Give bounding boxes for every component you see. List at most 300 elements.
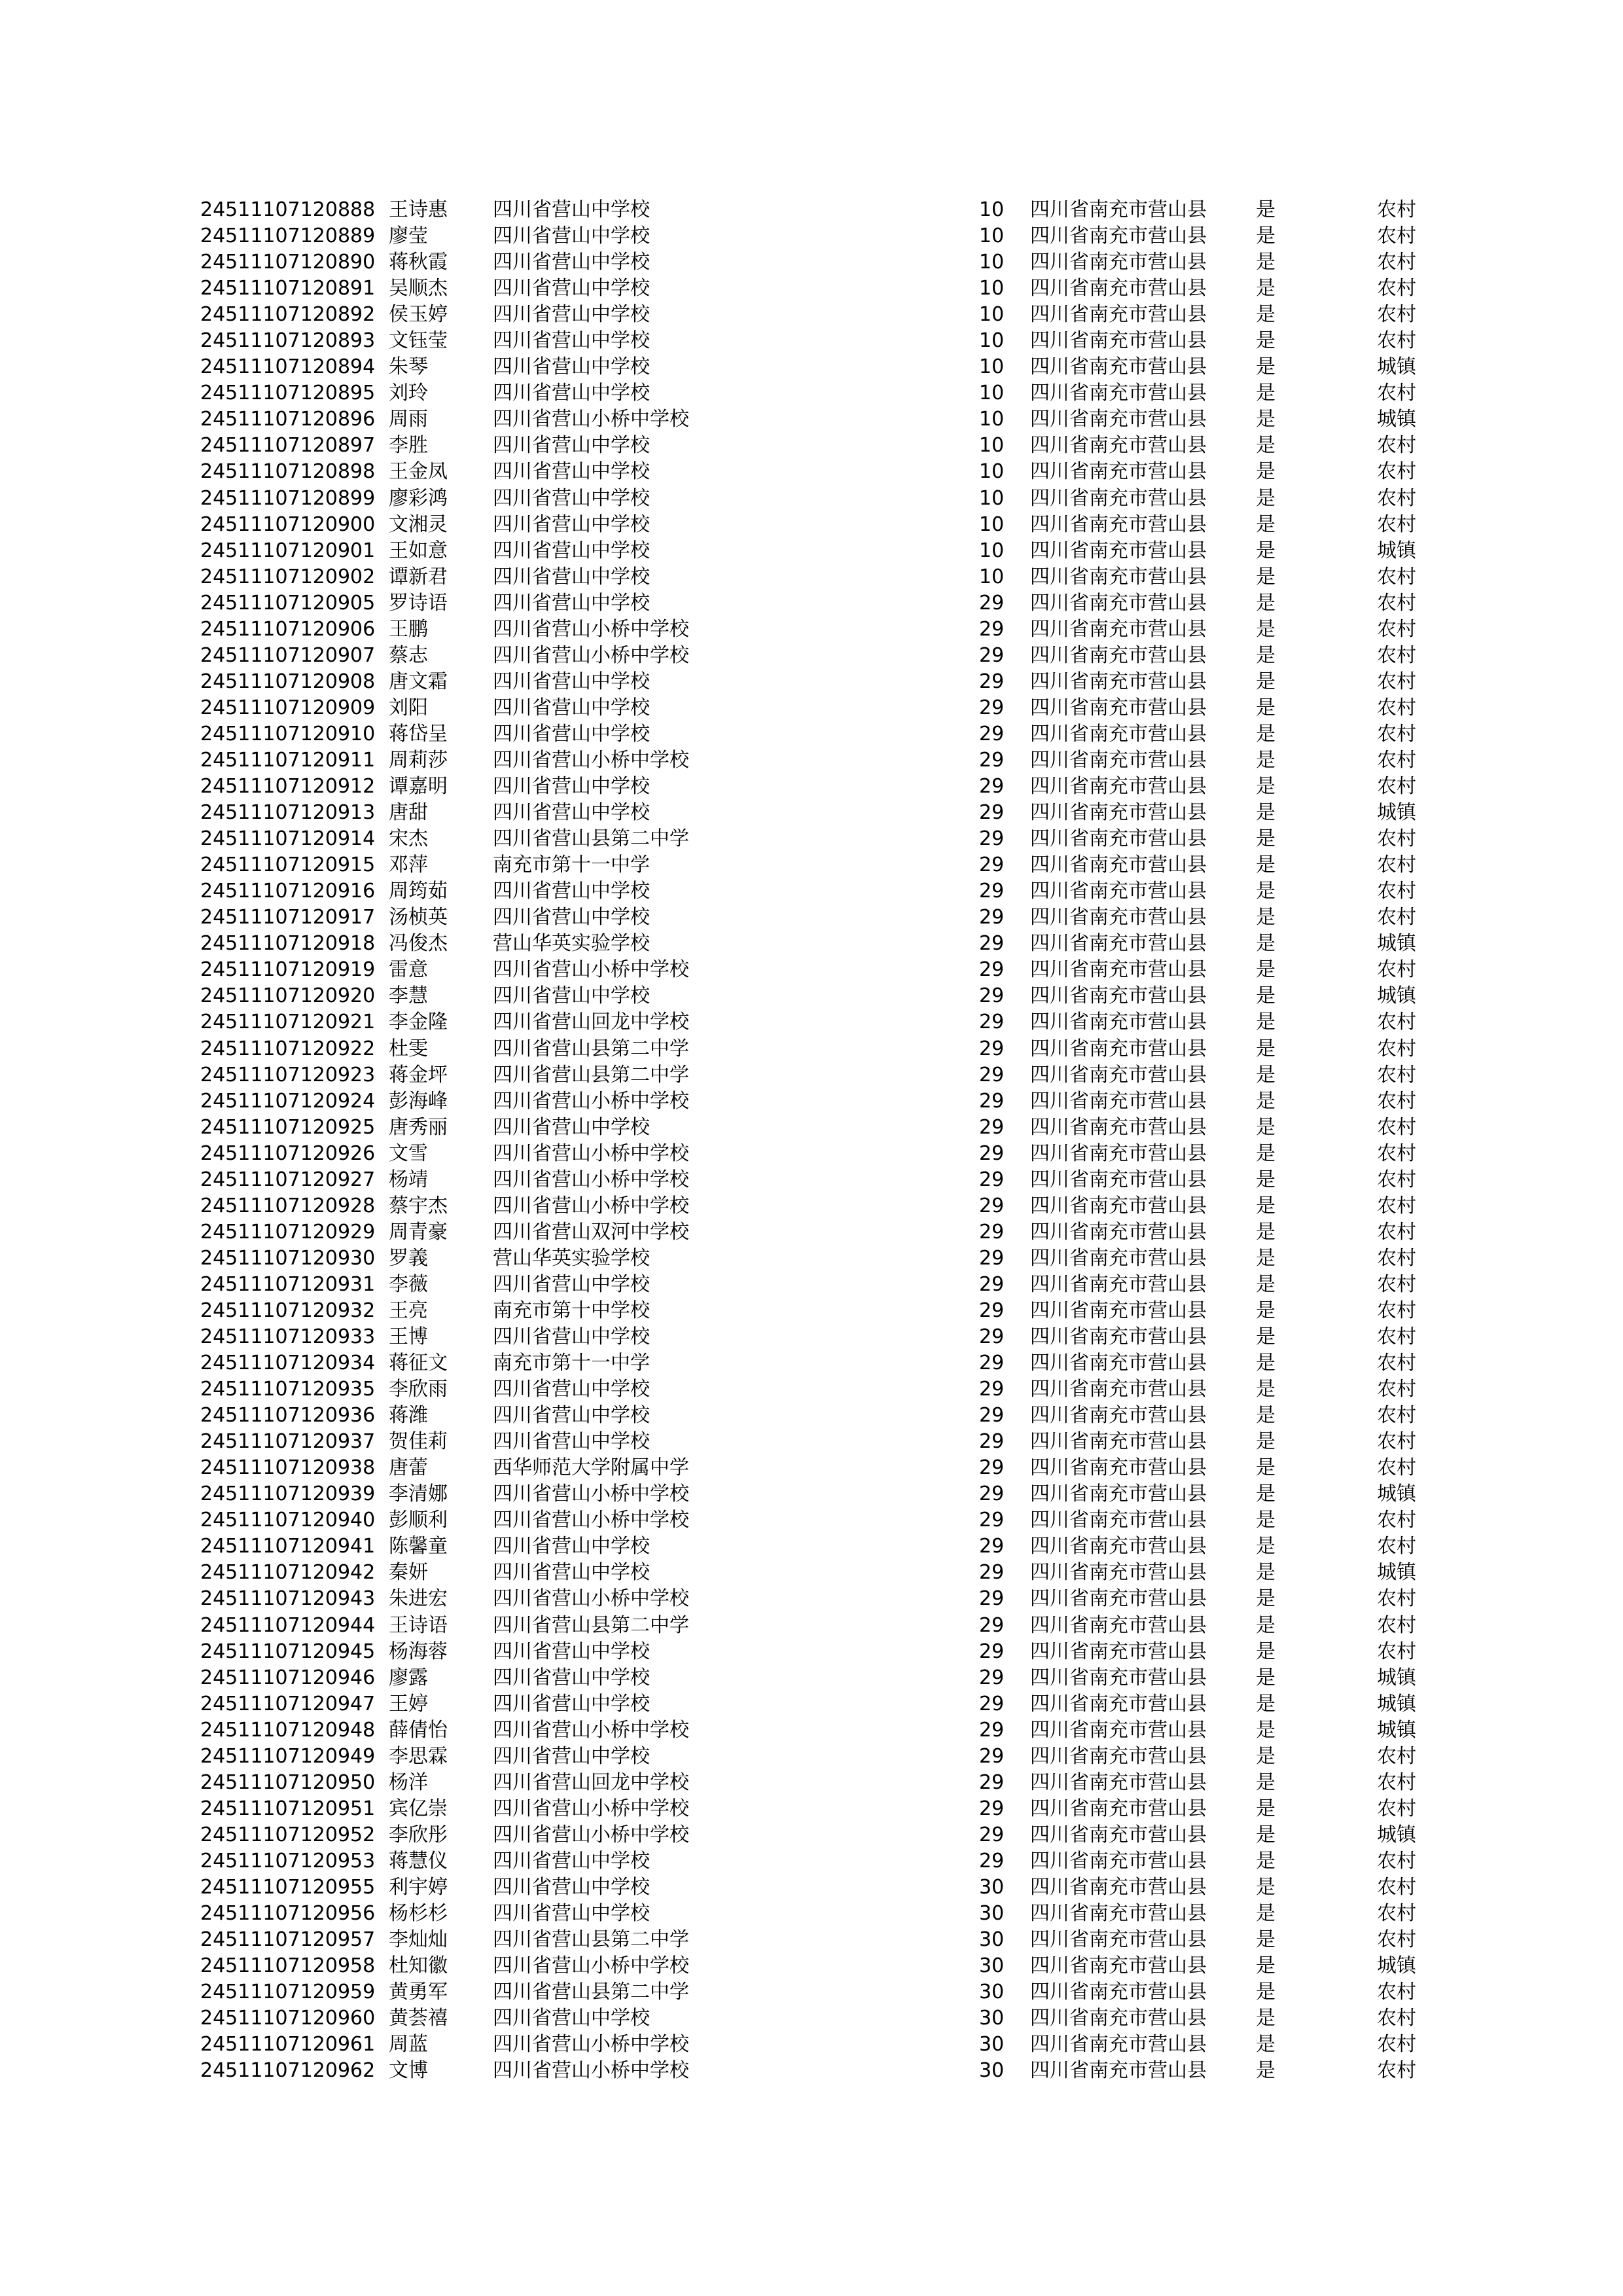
code-cell: 29 (979, 827, 1005, 851)
area-type-cell: 农村 (1377, 1613, 1416, 1637)
region-cell: 四川省南充市营山县 (1030, 486, 1207, 510)
school-cell: 四川省营山中学校 (493, 1849, 650, 1873)
school-cell: 四川省营山回龙中学校 (493, 1770, 689, 1794)
flag-cell: 是 (1256, 748, 1275, 772)
code-cell: 29 (979, 1325, 1005, 1349)
code-cell: 30 (979, 1876, 1005, 1899)
school-cell: 营山华英实验学校 (493, 1246, 650, 1270)
name-cell: 贺佳莉 (389, 1430, 448, 1454)
name-cell: 罗诗语 (389, 591, 448, 615)
table-row (200, 617, 1431, 643)
student-id-cell: 24511107120905 (200, 591, 376, 615)
area-type-cell: 农村 (1377, 486, 1416, 510)
student-id-cell: 24511107120900 (200, 512, 376, 536)
code-cell: 29 (979, 1849, 1005, 1873)
school-cell: 四川省营山中学校 (493, 1325, 650, 1349)
region-cell: 四川省南充市营山县 (1030, 382, 1207, 405)
table-row (200, 564, 1431, 590)
code-cell: 30 (979, 1902, 1005, 1926)
area-type-cell: 城镇 (1377, 932, 1416, 956)
student-id-cell: 24511107120918 (200, 932, 376, 956)
table-row (200, 1953, 1431, 1979)
region-cell: 四川省南充市营山县 (1030, 1561, 1207, 1585)
student-id-cell: 24511107120924 (200, 1089, 376, 1113)
table-row (200, 2032, 1431, 2058)
flag-cell: 是 (1256, 1535, 1275, 1558)
table-row (200, 302, 1431, 328)
name-cell: 罗義 (389, 1246, 428, 1270)
student-id-cell: 24511107120934 (200, 1352, 376, 1375)
data-table (200, 197, 1431, 2084)
table-row (200, 1665, 1431, 1691)
student-id-cell: 24511107120922 (200, 1037, 376, 1060)
flag-cell: 是 (1256, 1928, 1275, 1952)
flag-cell: 是 (1256, 1115, 1275, 1139)
code-cell: 29 (979, 1037, 1005, 1060)
student-id-cell: 24511107120889 (200, 224, 376, 248)
table-row (200, 406, 1431, 433)
region-cell: 四川省南充市营山县 (1030, 906, 1207, 929)
table-row (200, 905, 1431, 931)
flag-cell: 是 (1256, 434, 1275, 457)
school-cell: 四川省营山中学校 (493, 984, 650, 1008)
flag-cell: 是 (1256, 277, 1275, 300)
area-type-cell: 农村 (1377, 670, 1416, 693)
region-cell: 四川省南充市营山县 (1030, 643, 1207, 667)
student-id-cell: 24511107120955 (200, 1876, 376, 1899)
name-cell: 王婷 (389, 1692, 428, 1715)
code-cell: 29 (979, 1561, 1005, 1585)
table-row (200, 2005, 1431, 2032)
student-id-cell: 24511107120916 (200, 880, 376, 903)
region-cell: 四川省南充市营山县 (1030, 1640, 1207, 1663)
code-cell: 10 (979, 382, 1005, 405)
flag-cell: 是 (1256, 486, 1275, 510)
name-cell: 黄荟禧 (389, 2007, 448, 2030)
flag-cell: 是 (1256, 512, 1275, 536)
name-cell: 朱琴 (389, 355, 428, 379)
student-id-cell: 24511107120893 (200, 329, 376, 353)
school-cell: 四川省营山中学校 (493, 1902, 650, 1926)
table-row (200, 1036, 1431, 1062)
student-id-cell: 24511107120925 (200, 1115, 376, 1139)
flag-cell: 是 (1256, 224, 1275, 248)
area-type-cell: 农村 (1377, 591, 1416, 615)
flag-cell: 是 (1256, 1378, 1275, 1401)
table-row (200, 1219, 1431, 1246)
name-cell: 蒋慧仪 (389, 1849, 448, 1873)
table-row (200, 223, 1431, 249)
school-cell: 四川省营山中学校 (493, 486, 650, 510)
area-type-cell: 城镇 (1377, 984, 1416, 1008)
table-row (200, 1324, 1431, 1350)
name-cell: 利宇婷 (389, 1876, 448, 1899)
area-type-cell: 农村 (1377, 1902, 1416, 1926)
flag-cell: 是 (1256, 1037, 1275, 1060)
table-row (200, 1796, 1431, 1822)
name-cell: 宋杰 (389, 827, 428, 851)
student-id-cell: 24511107120926 (200, 1141, 376, 1165)
area-type-cell: 农村 (1377, 1981, 1416, 2004)
table-row (200, 1507, 1431, 1534)
name-cell: 李欣雨 (389, 1378, 448, 1401)
name-cell: 薛倩怡 (389, 1718, 448, 1742)
flag-cell: 是 (1256, 198, 1275, 221)
flag-cell: 是 (1256, 1981, 1275, 2004)
student-id-cell: 24511107120927 (200, 1168, 376, 1191)
region-cell: 四川省南充市营山县 (1030, 1325, 1207, 1349)
flag-cell: 是 (1256, 355, 1275, 379)
school-cell: 四川省营山中学校 (493, 1272, 650, 1296)
student-id-cell: 24511107120894 (200, 355, 376, 379)
area-type-cell: 农村 (1377, 2007, 1416, 2030)
flag-cell: 是 (1256, 1509, 1275, 1532)
table-row (200, 1193, 1431, 1219)
region-cell: 四川省南充市营山县 (1030, 1220, 1207, 1244)
flag-cell: 是 (1256, 1299, 1275, 1322)
school-cell: 四川省营山小桥中学校 (493, 1823, 689, 1846)
student-id-cell: 24511107120912 (200, 775, 376, 798)
code-cell: 30 (979, 1981, 1005, 2004)
school-cell: 四川省营山小桥中学校 (493, 748, 689, 772)
student-id-cell: 24511107120914 (200, 827, 376, 851)
code-cell: 29 (979, 1220, 1005, 1244)
student-id-cell: 24511107120919 (200, 958, 376, 982)
area-type-cell: 城镇 (1377, 408, 1416, 431)
region-cell: 四川省南充市营山县 (1030, 932, 1207, 956)
table-row (200, 800, 1431, 826)
area-type-cell: 农村 (1377, 1876, 1416, 1899)
table-row (200, 1927, 1431, 1953)
student-id-cell: 24511107120892 (200, 303, 376, 327)
name-cell: 王博 (389, 1325, 428, 1349)
region-cell: 四川省南充市营山县 (1030, 1666, 1207, 1689)
name-cell: 黄勇军 (389, 1981, 448, 2004)
name-cell: 吴顺杰 (389, 277, 448, 300)
school-cell: 四川省营山小桥中学校 (493, 1089, 689, 1113)
school-cell: 四川省营山中学校 (493, 1378, 650, 1401)
name-cell: 周莉莎 (389, 748, 448, 772)
student-id-cell: 24511107120908 (200, 670, 376, 693)
area-type-cell: 农村 (1377, 1535, 1416, 1558)
flag-cell: 是 (1256, 460, 1275, 484)
region-cell: 四川省南充市营山县 (1030, 1902, 1207, 1926)
school-cell: 四川省营山中学校 (493, 1692, 650, 1715)
school-cell: 四川省营山小桥中学校 (493, 958, 689, 982)
school-cell: 四川省营山中学校 (493, 565, 650, 588)
name-cell: 李欣彤 (389, 1823, 448, 1846)
table-row (200, 1613, 1431, 1639)
region-cell: 四川省南充市营山县 (1030, 539, 1207, 562)
school-cell: 四川省营山中学校 (493, 906, 650, 929)
table-row (200, 1167, 1431, 1193)
school-cell: 四川省营山双河中学校 (493, 1220, 689, 1244)
region-cell: 四川省南充市营山县 (1030, 827, 1207, 851)
name-cell: 蔡宇杰 (389, 1194, 448, 1217)
table-row (200, 590, 1431, 617)
area-type-cell: 农村 (1377, 565, 1416, 588)
code-cell: 29 (979, 696, 1005, 719)
code-cell: 29 (979, 1640, 1005, 1663)
region-cell: 四川省南充市营山县 (1030, 1430, 1207, 1454)
table-row (200, 2058, 1431, 2084)
flag-cell: 是 (1256, 408, 1275, 431)
name-cell: 周雨 (389, 408, 428, 431)
name-cell: 文博 (389, 2059, 428, 2083)
area-type-cell: 农村 (1377, 1063, 1416, 1086)
area-type-cell: 城镇 (1377, 1718, 1416, 1742)
code-cell: 30 (979, 1954, 1005, 1978)
flag-cell: 是 (1256, 1194, 1275, 1217)
flag-cell: 是 (1256, 984, 1275, 1008)
region-cell: 四川省南充市营山县 (1030, 984, 1207, 1008)
flag-cell: 是 (1256, 1141, 1275, 1165)
region-cell: 四川省南充市营山县 (1030, 1718, 1207, 1742)
name-cell: 刘玲 (389, 382, 428, 405)
region-cell: 四川省南充市营山县 (1030, 1011, 1207, 1034)
name-cell: 唐甜 (389, 801, 428, 825)
flag-cell: 是 (1256, 1587, 1275, 1611)
school-cell: 四川省营山中学校 (493, 801, 650, 825)
table-row (200, 1403, 1431, 1429)
table-row (200, 721, 1431, 747)
flag-cell: 是 (1256, 932, 1275, 956)
school-cell: 四川省营山中学校 (493, 198, 650, 221)
student-id-cell: 24511107120951 (200, 1797, 376, 1820)
area-type-cell: 农村 (1377, 1246, 1416, 1270)
name-cell: 李思霖 (389, 1744, 448, 1768)
flag-cell: 是 (1256, 1797, 1275, 1820)
region-cell: 四川省南充市营山县 (1030, 1535, 1207, 1558)
school-cell: 四川省营山县第二中学 (493, 1928, 689, 1952)
code-cell: 29 (979, 643, 1005, 667)
student-id-cell: 24511107120920 (200, 984, 376, 1008)
area-type-cell: 农村 (1377, 1220, 1416, 1244)
area-type-cell: 农村 (1377, 1325, 1416, 1349)
table-row (200, 1691, 1431, 1717)
code-cell: 10 (979, 565, 1005, 588)
student-id-cell: 24511107120961 (200, 2033, 376, 2056)
school-cell: 四川省营山中学校 (493, 670, 650, 693)
region-cell: 四川省南充市营山县 (1030, 1089, 1207, 1113)
flag-cell: 是 (1256, 1666, 1275, 1689)
region-cell: 四川省南充市营山县 (1030, 1299, 1207, 1322)
region-cell: 四川省南充市营山县 (1030, 801, 1207, 825)
flag-cell: 是 (1256, 1613, 1275, 1637)
area-type-cell: 农村 (1377, 827, 1416, 851)
region-cell: 四川省南充市营山县 (1030, 408, 1207, 431)
school-cell: 四川省营山小桥中学校 (493, 1954, 689, 1978)
table-row (200, 1822, 1431, 1848)
area-type-cell: 农村 (1377, 251, 1416, 274)
name-cell: 周筠茹 (389, 880, 448, 903)
area-type-cell: 城镇 (1377, 1482, 1416, 1506)
code-cell: 29 (979, 1718, 1005, 1742)
code-cell: 29 (979, 906, 1005, 929)
code-cell: 29 (979, 1692, 1005, 1715)
student-id-cell: 24511107120942 (200, 1561, 376, 1585)
name-cell: 蒋潍 (389, 1404, 428, 1427)
area-type-cell: 农村 (1377, 224, 1416, 248)
code-cell: 10 (979, 539, 1005, 562)
school-cell: 南充市第十一中学 (493, 853, 650, 877)
region-cell: 四川省南充市营山县 (1030, 617, 1207, 641)
region-cell: 四川省南充市营山县 (1030, 1849, 1207, 1873)
name-cell: 王鹏 (389, 617, 428, 641)
student-id-cell: 24511107120906 (200, 617, 376, 641)
table-row (200, 669, 1431, 695)
name-cell: 彭海峰 (389, 1089, 448, 1113)
table-row (200, 1874, 1431, 1901)
student-id-cell: 24511107120911 (200, 748, 376, 772)
school-cell: 南充市第十一中学 (493, 1352, 650, 1375)
code-cell: 30 (979, 2059, 1005, 2083)
school-cell: 四川省营山小桥中学校 (493, 1482, 689, 1506)
name-cell: 王诗语 (389, 1613, 448, 1637)
code-cell: 10 (979, 277, 1005, 300)
student-id-cell: 24511107120897 (200, 434, 376, 457)
student-id-cell: 24511107120913 (200, 801, 376, 825)
student-id-cell: 24511107120952 (200, 1823, 376, 1846)
student-id-cell: 24511107120895 (200, 382, 376, 405)
code-cell: 10 (979, 512, 1005, 536)
code-cell: 29 (979, 958, 1005, 982)
flag-cell: 是 (1256, 1168, 1275, 1191)
student-id-cell: 24511107120898 (200, 460, 376, 484)
name-cell: 雷意 (389, 958, 428, 982)
table-row (200, 1376, 1431, 1403)
code-cell: 10 (979, 224, 1005, 248)
school-cell: 四川省营山中学校 (493, 277, 650, 300)
student-id-cell: 24511107120941 (200, 1535, 376, 1558)
flag-cell: 是 (1256, 2059, 1275, 2083)
flag-cell: 是 (1256, 1089, 1275, 1113)
flag-cell: 是 (1256, 1744, 1275, 1768)
school-cell: 四川省营山小桥中学校 (493, 1168, 689, 1191)
code-cell: 29 (979, 1089, 1005, 1113)
flag-cell: 是 (1256, 329, 1275, 353)
flag-cell: 是 (1256, 1692, 1275, 1715)
table-row (200, 433, 1431, 459)
student-id-cell: 24511107120915 (200, 853, 376, 877)
table-row (200, 512, 1431, 538)
name-cell: 廖莹 (389, 224, 428, 248)
code-cell: 29 (979, 748, 1005, 772)
area-type-cell: 农村 (1377, 1011, 1416, 1034)
table-row (200, 1246, 1431, 1272)
name-cell: 汤桢英 (389, 906, 448, 929)
code-cell: 29 (979, 1430, 1005, 1454)
flag-cell: 是 (1256, 1352, 1275, 1375)
region-cell: 四川省南充市营山县 (1030, 748, 1207, 772)
area-type-cell: 城镇 (1377, 1823, 1416, 1846)
region-cell: 四川省南充市营山县 (1030, 1692, 1207, 1715)
code-cell: 29 (979, 1194, 1005, 1217)
region-cell: 四川省南充市营山县 (1030, 198, 1207, 221)
name-cell: 朱进宏 (389, 1587, 448, 1611)
code-cell: 29 (979, 670, 1005, 693)
flag-cell: 是 (1256, 906, 1275, 929)
region-cell: 四川省南充市营山县 (1030, 1876, 1207, 1899)
region-cell: 四川省南充市营山县 (1030, 696, 1207, 719)
school-cell: 四川省营山小桥中学校 (493, 643, 689, 667)
code-cell: 10 (979, 486, 1005, 510)
code-cell: 29 (979, 1378, 1005, 1401)
table-row (200, 852, 1431, 878)
student-id-cell: 24511107120948 (200, 1718, 376, 1742)
region-cell: 四川省南充市营山县 (1030, 1194, 1207, 1217)
school-cell: 四川省营山小桥中学校 (493, 1141, 689, 1165)
code-cell: 29 (979, 1352, 1005, 1375)
student-id-cell: 24511107120932 (200, 1299, 376, 1322)
school-cell: 四川省营山中学校 (493, 696, 650, 719)
flag-cell: 是 (1256, 1718, 1275, 1742)
school-cell: 四川省营山中学校 (493, 434, 650, 457)
school-cell: 四川省营山县第二中学 (493, 1613, 689, 1637)
area-type-cell: 农村 (1377, 1928, 1416, 1952)
school-cell: 四川省营山小桥中学校 (493, 1509, 689, 1532)
code-cell: 29 (979, 1823, 1005, 1846)
student-id-cell: 24511107120950 (200, 1770, 376, 1794)
table-row (200, 826, 1431, 852)
area-type-cell: 农村 (1377, 1430, 1416, 1454)
region-cell: 四川省南充市营山县 (1030, 434, 1207, 457)
school-cell: 四川省营山中学校 (493, 1876, 650, 1899)
area-type-cell: 农村 (1377, 853, 1416, 877)
school-cell: 四川省营山中学校 (493, 775, 650, 798)
school-cell: 四川省营山小桥中学校 (493, 2033, 689, 2056)
flag-cell: 是 (1256, 722, 1275, 745)
school-cell: 西华师范大学附属中学 (493, 1456, 689, 1480)
school-cell: 四川省营山中学校 (493, 1115, 650, 1139)
flag-cell: 是 (1256, 1770, 1275, 1794)
area-type-cell: 农村 (1377, 696, 1416, 719)
area-type-cell: 农村 (1377, 303, 1416, 327)
area-type-cell: 农村 (1377, 1456, 1416, 1480)
code-cell: 29 (979, 1770, 1005, 1794)
region-cell: 四川省南充市营山县 (1030, 1770, 1207, 1794)
region-cell: 四川省南充市营山县 (1030, 224, 1207, 248)
student-id-cell: 24511107120943 (200, 1587, 376, 1611)
student-id-cell: 24511107120921 (200, 1011, 376, 1034)
table-row (200, 1481, 1431, 1507)
region-cell: 四川省南充市营山县 (1030, 1744, 1207, 1768)
name-cell: 蒋秋霞 (389, 251, 448, 274)
code-cell: 29 (979, 1613, 1005, 1637)
region-cell: 四川省南充市营山县 (1030, 1063, 1207, 1086)
flag-cell: 是 (1256, 775, 1275, 798)
name-cell: 杨杉杉 (389, 1902, 448, 1926)
student-id-cell: 24511107120945 (200, 1640, 376, 1663)
region-cell: 四川省南充市营山县 (1030, 2007, 1207, 2030)
flag-cell: 是 (1256, 670, 1275, 693)
school-cell: 四川省营山中学校 (493, 591, 650, 615)
area-type-cell: 农村 (1377, 958, 1416, 982)
code-cell: 29 (979, 1482, 1005, 1506)
table-row (200, 1115, 1431, 1141)
table-row (200, 957, 1431, 983)
code-cell: 10 (979, 329, 1005, 353)
region-cell: 四川省南充市营山县 (1030, 1981, 1207, 2004)
table-row (200, 1298, 1431, 1324)
table-row (200, 1848, 1431, 1874)
name-cell: 陈馨童 (389, 1535, 448, 1558)
flag-cell: 是 (1256, 643, 1275, 667)
name-cell: 李慧 (389, 984, 428, 1008)
name-cell: 杜知徽 (389, 1954, 448, 1978)
table-row (200, 1560, 1431, 1586)
flag-cell: 是 (1256, 1404, 1275, 1427)
